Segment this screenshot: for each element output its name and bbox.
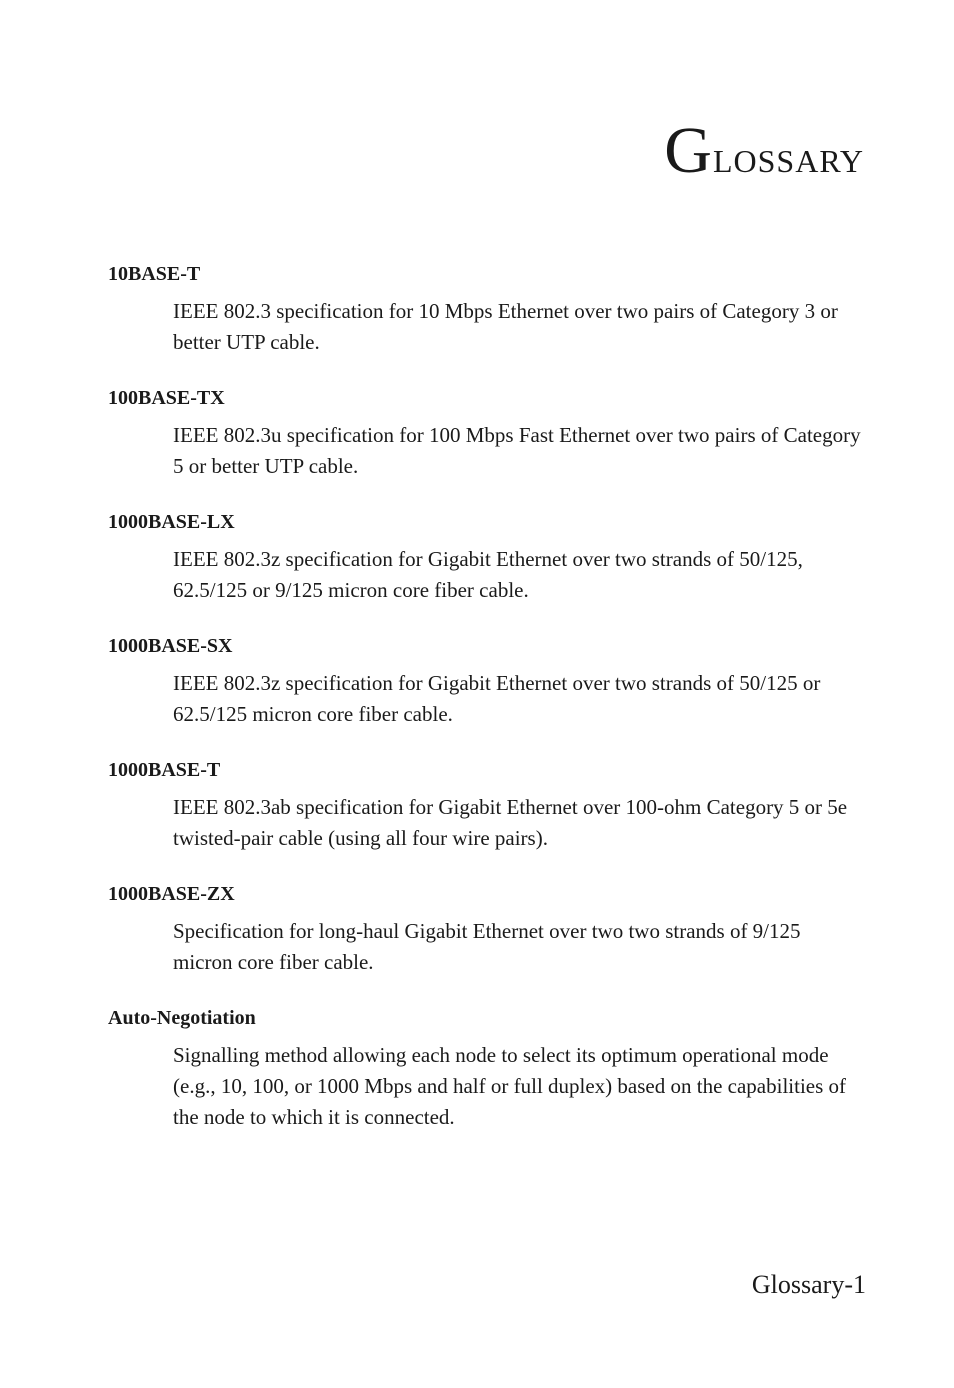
glossary-term: 1000BASE-T — [108, 759, 221, 781]
glossary-entry — [108, 880, 868, 978]
glossary-entry — [108, 756, 868, 854]
glossary-entry — [108, 632, 868, 730]
glossary-definition: IEEE 802.3z specification for Gigabit Ethernet over two strands of 50/125 or 62.5/125 micron core fiber cable. — [173, 671, 821, 726]
glossary-entry — [108, 384, 868, 482]
glossary-definition: Specification for long-haul Gigabit Ethernet over two two strands of 9/125 micron core fiber cable. — [173, 919, 801, 974]
glossary-definition: Signalling method allowing each node to select its optimum operational mode (e.g., 10, 100, or 1000 Mbps and half or full duplex) based on the capabilities of the node to which it is connected. — [173, 1043, 847, 1129]
page-title-rest: lossary — [712, 131, 864, 182]
glossary-entry — [108, 260, 868, 358]
glossary-entry — [108, 508, 868, 606]
glossary-definition: IEEE 802.3u specification for 100 Mbps Fast Ethernet over two pairs of Category 5 or better UTP cable. — [173, 423, 861, 478]
glossary-term: 1000BASE-LX — [108, 511, 235, 533]
glossary-list — [108, 260, 868, 1159]
page-title-initial: G — [664, 114, 713, 187]
glossary-definition: IEEE 802.3z specification for Gigabit Ethernet over two strands of 50/125, 62.5/125 or 9/125 micron core fiber cable. — [173, 547, 803, 602]
glossary-term: 1000BASE-ZX — [108, 883, 235, 905]
glossary-term: Auto-Negotiation — [108, 1007, 256, 1029]
glossary-definition: IEEE 802.3 specification for 10 Mbps Ethernet over two pairs of Category 3 or better UTP cable. — [173, 299, 838, 354]
page-number: Glossary-1 — [751, 1270, 866, 1299]
glossary-term: 100BASE-TX — [108, 387, 225, 409]
glossary-term: 10BASE-T — [108, 263, 201, 285]
glossary-entry — [108, 1004, 868, 1133]
glossary-definition: IEEE 802.3ab specification for Gigabit Ethernet over 100-ohm Category 5 or 5e twisted-pair cable (using all four wire pairs). — [173, 795, 848, 850]
glossary-term: 1000BASE-SX — [108, 635, 233, 657]
page-title — [664, 114, 864, 187]
